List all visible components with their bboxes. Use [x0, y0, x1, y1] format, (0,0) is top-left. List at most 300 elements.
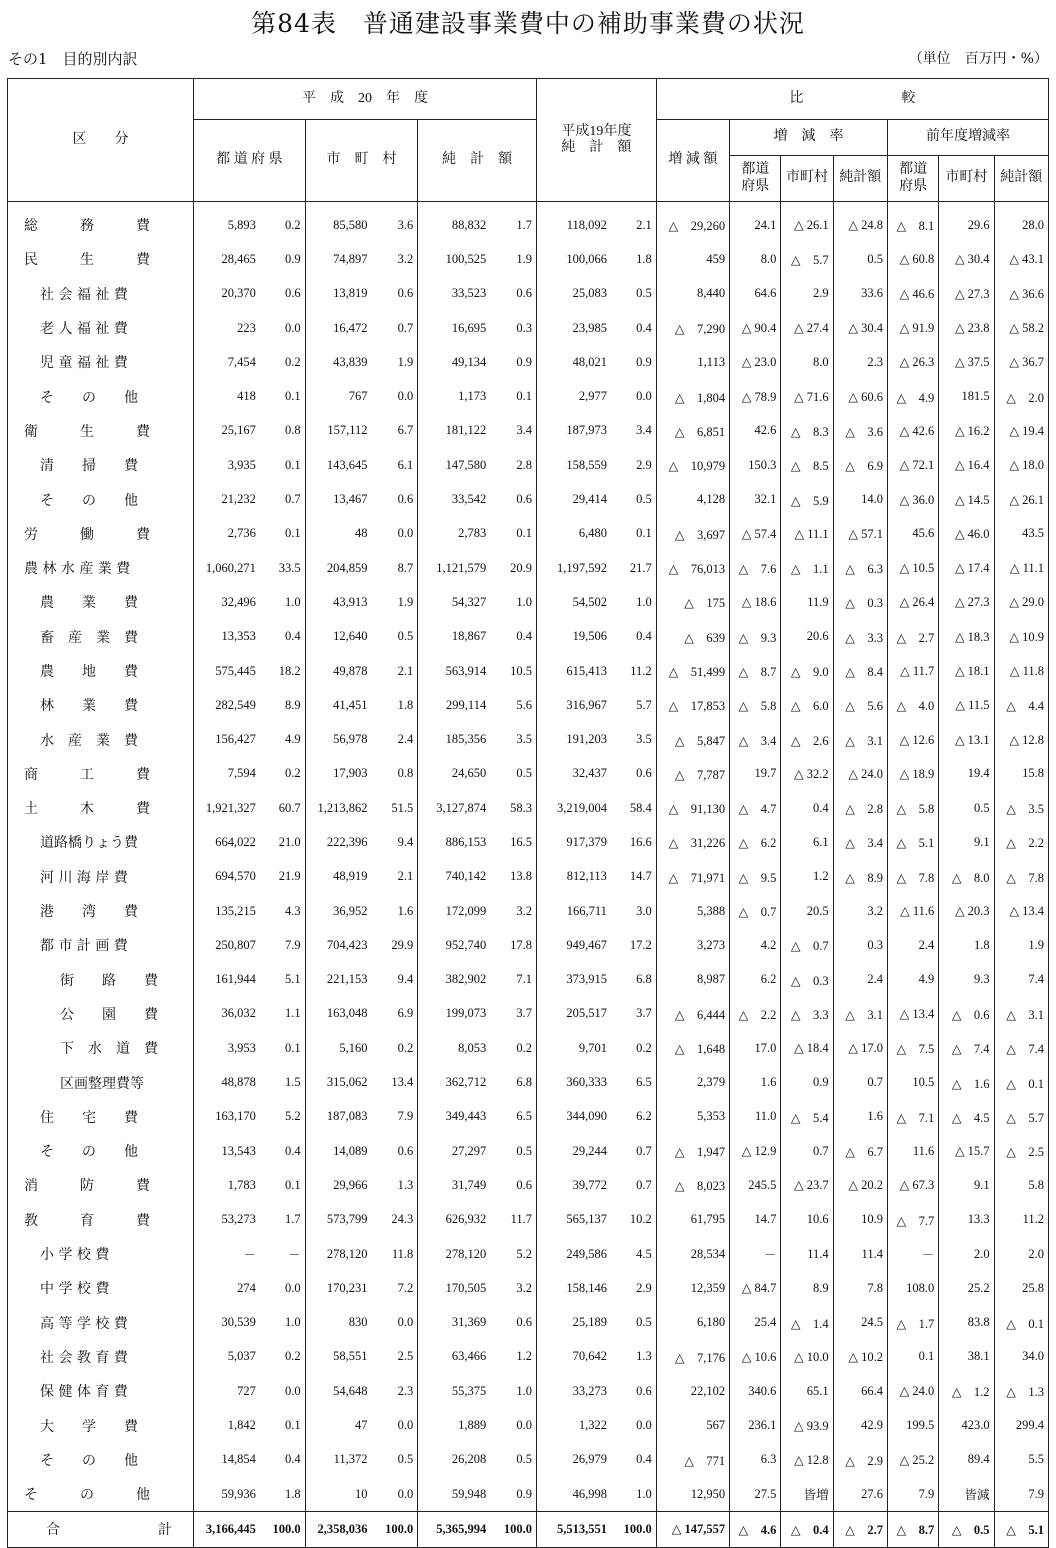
- header-muni: 市 町 村: [305, 120, 418, 202]
- cell-2: 143,645: [326, 457, 368, 472]
- cell-8: 61,795: [656, 1203, 729, 1237]
- cell-8: △ 31,226: [656, 825, 729, 859]
- cell-7: 100.0: [611, 1512, 656, 1547]
- cell-9: △ 3.4: [730, 722, 781, 756]
- cell-11: △ 3.1: [833, 997, 887, 1031]
- cell-4: 952,740: [445, 937, 487, 952]
- cell-10: 2.9: [781, 277, 833, 311]
- cell-2: 58,551: [333, 1349, 368, 1364]
- cell-10: 20.6: [781, 620, 833, 654]
- cell-5: 13.8: [490, 860, 536, 894]
- cell-7: 0.4: [611, 311, 656, 345]
- cell-3: 100.0: [372, 1512, 418, 1547]
- cell-12: △ 7.7: [887, 1203, 938, 1237]
- table-row: [8, 1100, 1049, 1134]
- cell-12: 7.9: [887, 1477, 938, 1512]
- cell-13: 13.3: [939, 1203, 994, 1237]
- cell-2: 74,897: [333, 251, 368, 266]
- cell-12: △ 5.1: [887, 825, 938, 859]
- cell-2: 10: [355, 1486, 368, 1501]
- cell-9: 4.2: [730, 928, 781, 962]
- cell-13: △ 18.3: [939, 620, 994, 654]
- cell-11: 2.4: [833, 963, 887, 997]
- cell-4: 49,134: [451, 354, 487, 369]
- cell-6: 316,967: [566, 697, 607, 712]
- cell-10: △ 93.9: [781, 1408, 833, 1442]
- cell-7: 0.9: [611, 345, 656, 379]
- cell-1: 60.7: [260, 791, 305, 825]
- cell-1: 0.0: [260, 311, 305, 345]
- cell-13: 2.0: [939, 1237, 994, 1271]
- cell-11: △ 6.7: [833, 1134, 887, 1168]
- cell-5: 1.9: [490, 242, 536, 276]
- table-row: [8, 1340, 1049, 1374]
- cell-3: 0.2: [372, 1031, 418, 1065]
- cell-6: 9,701: [578, 1040, 607, 1055]
- cell-12: 199.5: [887, 1408, 938, 1442]
- cell-1: 0.4: [260, 1134, 305, 1168]
- cell-2: 204,859: [326, 560, 368, 575]
- cell-5: 3.5: [490, 722, 536, 756]
- cell-4: 59,948: [451, 1486, 487, 1501]
- cell-12: 10.5: [887, 1065, 938, 1099]
- header-pref: 都 道 府 県: [194, 120, 306, 202]
- cell-7: 0.6: [611, 757, 656, 791]
- cell-0: 156,427: [215, 732, 256, 747]
- cell-4: 147,580: [445, 457, 487, 472]
- cell-2: 36,952: [333, 903, 368, 918]
- cell-4: 27,297: [451, 1143, 487, 1158]
- cell-2: 41,451: [333, 697, 368, 712]
- cell-0: 53,273: [221, 1212, 256, 1227]
- cell-12: △ 7.5: [887, 1031, 938, 1065]
- cell-8: △ 6,444: [656, 997, 729, 1031]
- cell-8: 3,273: [656, 928, 729, 962]
- cell-11: △ 3.6: [833, 414, 887, 448]
- table-row: [8, 791, 1049, 825]
- cell-1: 21.0: [260, 825, 305, 859]
- cell-9: 17.0: [730, 1031, 781, 1065]
- cell-14: △ 19.4: [1009, 423, 1044, 438]
- row-label: そ の 他: [8, 1134, 194, 1168]
- row-label: 教 育 費: [8, 1203, 194, 1237]
- cell-0: 48,878: [221, 1075, 256, 1090]
- cell-3: 2.3: [372, 1374, 418, 1408]
- cell-7: 0.4: [611, 1443, 656, 1477]
- cell-14: 7.4: [1028, 972, 1044, 987]
- cell-11: 0.5: [833, 242, 887, 276]
- table-row: [8, 894, 1049, 928]
- cell-13: △ 18.1: [939, 654, 994, 688]
- cell-0: －: [243, 1248, 256, 1263]
- cell-12: △ 25.2: [887, 1443, 938, 1477]
- cell-2: 573,799: [326, 1212, 368, 1227]
- table-row: [8, 345, 1049, 379]
- cell-6: 1,322: [578, 1418, 607, 1433]
- cell-0: 1,921,327: [205, 800, 256, 815]
- table-row: [8, 1306, 1049, 1340]
- cell-7: 0.5: [611, 1306, 656, 1340]
- cell-12: △ 2.7: [887, 620, 938, 654]
- table-row: [8, 311, 1049, 345]
- cell-0: 14,854: [221, 1452, 256, 1467]
- row-label: 社 会 教 育 費: [8, 1340, 194, 1374]
- row-label: 労 働 費: [8, 517, 194, 551]
- cell-9: 25.4: [730, 1306, 781, 1340]
- cell-4: 33,523: [451, 286, 487, 301]
- cell-1: 1.7: [260, 1203, 305, 1237]
- cell-8: 12,950: [656, 1477, 729, 1512]
- table-row: [8, 414, 1049, 448]
- cell-9: △ 10.6: [730, 1340, 781, 1374]
- cell-10: △ 2.6: [781, 722, 833, 756]
- cell-6: 25,083: [572, 286, 607, 301]
- cell-10: 1.2: [781, 860, 833, 894]
- cell-10: △ 27.4: [781, 311, 833, 345]
- cell-4: 1,889: [458, 1418, 487, 1433]
- cell-10: △ 12.8: [781, 1443, 833, 1477]
- cell-9: 236.1: [730, 1408, 781, 1442]
- cell-12: △ 4.0: [887, 688, 938, 722]
- cell-10: △ 0.7: [781, 928, 833, 962]
- cell-11: △ 24.0: [833, 757, 887, 791]
- row-label: 河 川 海 岸 費: [8, 860, 194, 894]
- cell-11: △ 2.9: [833, 1443, 887, 1477]
- cell-14: △ 4.4: [1006, 699, 1044, 714]
- cell-2: 43,913: [333, 594, 368, 609]
- cell-8: 8,987: [656, 963, 729, 997]
- cell-5: 1.0: [490, 585, 536, 619]
- table-row: [8, 242, 1049, 276]
- row-label: 商 工 費: [8, 757, 194, 791]
- cell-11: △ 60.6: [833, 379, 887, 413]
- cell-9: △ 4.6: [730, 1512, 781, 1547]
- row-label: 農 林 水 産 業 費: [8, 551, 194, 585]
- cell-5: 58.3: [490, 791, 536, 825]
- table-row: [8, 448, 1049, 482]
- cell-8: △ 7,290: [656, 311, 729, 345]
- cell-13: △ 23.8: [939, 311, 994, 345]
- cell-12: △ 42.6: [887, 414, 938, 448]
- cell-7: 2.1: [611, 202, 656, 243]
- cell-4: 26,208: [451, 1452, 487, 1467]
- cell-5: 2.8: [490, 448, 536, 482]
- row-label: そ の 他: [8, 1443, 194, 1477]
- cell-10: △ 8.5: [781, 448, 833, 482]
- cell-3: 1.3: [372, 1168, 418, 1202]
- cell-2: 29,966: [333, 1177, 368, 1192]
- cell-10: △ 26.1: [781, 202, 833, 243]
- cell-14: 28.0: [1022, 217, 1044, 232]
- cell-9: 24.1: [730, 202, 781, 243]
- cell-10: 11.9: [781, 585, 833, 619]
- cell-3: 9.4: [372, 825, 418, 859]
- cell-6: 191,203: [566, 732, 607, 747]
- cell-6: 19,506: [572, 629, 607, 644]
- cell-9: △ 9.5: [730, 860, 781, 894]
- cell-6: 373,915: [566, 972, 607, 987]
- table-row: [8, 1168, 1049, 1202]
- cell-10: △ 11.1: [781, 517, 833, 551]
- cell-11: 33.6: [833, 277, 887, 311]
- cell-5: 0.6: [490, 482, 536, 516]
- cell-10: 65.1: [781, 1374, 833, 1408]
- cell-5: 100.0: [490, 1512, 536, 1547]
- header-rate-pref: 都道 府県: [730, 156, 781, 202]
- cell-0: 20,370: [221, 286, 256, 301]
- cell-7: 3.5: [611, 722, 656, 756]
- cell-7: 2.9: [611, 1271, 656, 1305]
- cell-13: 9.3: [939, 963, 994, 997]
- row-label: 港 湾 費: [8, 894, 194, 928]
- cell-6: 26,979: [572, 1452, 607, 1467]
- cell-12: △ 36.0: [887, 482, 938, 516]
- cell-3: 29.9: [372, 928, 418, 962]
- table-row: [8, 379, 1049, 413]
- cell-10: 0.9: [781, 1065, 833, 1099]
- cell-0: 1,783: [227, 1177, 256, 1192]
- header-rate-muni: 市町村: [781, 156, 833, 202]
- cell-5: 3.7: [490, 997, 536, 1031]
- row-label: そ の 他: [8, 482, 194, 516]
- cell-10: △ 32.2: [781, 757, 833, 791]
- unit-note: （単位 百万円・%）: [908, 51, 1048, 67]
- cell-8: 12,359: [656, 1271, 729, 1305]
- table-row: [8, 997, 1049, 1031]
- table-row: [8, 1477, 1049, 1512]
- cell-3: 7.2: [372, 1271, 418, 1305]
- cell-5: 3.2: [490, 894, 536, 928]
- cell-0: 5,893: [227, 217, 256, 232]
- cell-5: 16.5: [490, 825, 536, 859]
- cell-2: 13,467: [333, 492, 368, 507]
- cell-14: △ 5.7: [1006, 1110, 1044, 1125]
- cell-9: 245.5: [730, 1168, 781, 1202]
- cell-8: △ 639: [656, 620, 729, 654]
- row-label: 消 防 費: [8, 1168, 194, 1202]
- cell-13: 0.5: [939, 791, 994, 825]
- cell-5: 6.8: [490, 1065, 536, 1099]
- cell-4: 63,466: [451, 1349, 487, 1364]
- cell-10: 0.4: [781, 791, 833, 825]
- cell-4: 5,365,994: [418, 1512, 490, 1547]
- cell-0: 135,215: [215, 903, 256, 918]
- cell-1: 100.0: [260, 1512, 305, 1547]
- cell-7: 3.4: [611, 414, 656, 448]
- cell-0: 3,935: [227, 457, 256, 472]
- cell-4: 185,356: [445, 732, 487, 747]
- cell-4: 563,914: [445, 663, 487, 678]
- cell-12: △ 4.9: [887, 379, 938, 413]
- cell-5: 0.6: [490, 1306, 536, 1340]
- cell-11: 3.2: [833, 894, 887, 928]
- cell-13: 9.1: [939, 825, 994, 859]
- cell-1: 0.2: [260, 345, 305, 379]
- cell-9: △ 9.3: [730, 620, 781, 654]
- cell-1: 1.8: [260, 1477, 305, 1512]
- cell-8: △ 91,130: [656, 791, 729, 825]
- cell-9: △ 5.8: [730, 688, 781, 722]
- cell-1: 8.9: [260, 688, 305, 722]
- cell-8: △ 771: [656, 1443, 729, 1477]
- cell-14: △ 7.4: [1006, 1042, 1044, 1057]
- cell-10: △ 6.0: [781, 688, 833, 722]
- row-label: 都 市 計 画 費: [8, 928, 194, 962]
- cell-4: 278,120: [445, 1246, 487, 1261]
- cell-12: 0.1: [887, 1340, 938, 1374]
- cell-13: △ 13.1: [939, 722, 994, 756]
- table-row: [8, 963, 1049, 997]
- table-row: [8, 860, 1049, 894]
- cell-10: △ 8.3: [781, 414, 833, 448]
- cell-3: 51.5: [372, 791, 418, 825]
- cell-6: 5,513,551: [537, 1512, 611, 1547]
- cell-0: 21,232: [221, 492, 256, 507]
- cell-6: 48,021: [572, 354, 607, 369]
- cell-4: 362,712: [445, 1075, 487, 1090]
- cell-2: 12,640: [333, 629, 368, 644]
- cell-12: △ 8.7: [887, 1512, 938, 1547]
- cell-10: △ 9.0: [781, 654, 833, 688]
- table-row: [8, 654, 1049, 688]
- cell-11: 10.9: [833, 1203, 887, 1237]
- cell-6: 158,559: [566, 457, 607, 472]
- cell-1: 0.8: [260, 414, 305, 448]
- cell-11: 14.0: [833, 482, 887, 516]
- cell-0: 30,539: [221, 1315, 256, 1330]
- cell-13: △ 46.0: [939, 517, 994, 551]
- cell-8: △ 7,787: [656, 757, 729, 791]
- cell-1: 0.2: [260, 757, 305, 791]
- cell-8: 567: [656, 1408, 729, 1442]
- cell-14: 299.4: [1015, 1418, 1044, 1433]
- cell-1: 33.5: [260, 551, 305, 585]
- cell-0: 223: [237, 320, 256, 335]
- cell-3: 8.7: [372, 551, 418, 585]
- cell-0: 7,454: [227, 354, 256, 369]
- cell-4: 55,375: [451, 1383, 487, 1398]
- cell-6: 33,273: [572, 1383, 607, 1398]
- cell-12: △ 26.3: [887, 345, 938, 379]
- cell-10: 8.0: [781, 345, 833, 379]
- cell-14: 7.9: [1028, 1486, 1044, 1501]
- cell-12: △ 72.1: [887, 448, 938, 482]
- cell-6: 565,137: [566, 1212, 607, 1227]
- cell-8: 4,128: [656, 482, 729, 516]
- cell-13: △ 0.6: [939, 997, 994, 1031]
- cell-7: 21.7: [611, 551, 656, 585]
- cell-5: 0.1: [490, 379, 536, 413]
- cell-12: △ 8.1: [887, 202, 938, 243]
- table-row: [8, 928, 1049, 962]
- cell-7: 16.6: [611, 825, 656, 859]
- table-body: [8, 202, 1049, 1548]
- cell-14: △ 3.5: [1006, 802, 1044, 817]
- cell-0: 1,060,271: [205, 560, 256, 575]
- cell-6: 344,090: [566, 1109, 607, 1124]
- cell-5: 0.9: [490, 1477, 536, 1512]
- cell-10: △ 0.4: [781, 1512, 833, 1547]
- cell-7: 6.5: [611, 1065, 656, 1099]
- cell-14: 34.0: [1022, 1349, 1044, 1364]
- cell-11: △ 30.4: [833, 311, 887, 345]
- cell-1: 1.0: [260, 1306, 305, 1340]
- cell-6: 54,502: [572, 594, 607, 609]
- row-label: 林 業 費: [8, 688, 194, 722]
- row-label: 下 水 道 費: [8, 1031, 194, 1065]
- cell-3: 0.8: [372, 757, 418, 791]
- cell-7: 0.7: [611, 1134, 656, 1168]
- cell-5: 0.5: [490, 1443, 536, 1477]
- cell-5: 11.7: [490, 1203, 536, 1237]
- cell-14: △ 1.3: [1006, 1385, 1044, 1400]
- cell-10: 11.4: [781, 1237, 833, 1271]
- cell-9: 340.6: [730, 1374, 781, 1408]
- cell-13: 9.1: [939, 1168, 994, 1202]
- cell-8: △ 51,499: [656, 654, 729, 688]
- cell-2: 704,423: [326, 937, 368, 952]
- cell-3: 2.1: [372, 860, 418, 894]
- cell-2: 221,153: [326, 972, 368, 987]
- cell-3: 3.6: [372, 202, 418, 243]
- cell-6: 23,985: [572, 320, 607, 335]
- cell-0: 28,465: [221, 251, 256, 266]
- cell-7: 1.8: [611, 242, 656, 276]
- row-label: そ の 他: [8, 379, 194, 413]
- table-row: [8, 1271, 1049, 1305]
- cell-1: 0.7: [260, 482, 305, 516]
- row-label: 農 業 費: [8, 585, 194, 619]
- cell-0: 3,166,445: [194, 1512, 260, 1547]
- cell-4: 16,695: [451, 320, 487, 335]
- cell-4: 172,099: [445, 903, 487, 918]
- cell-0: 274: [237, 1280, 256, 1295]
- cell-7: 0.1: [611, 517, 656, 551]
- cell-3: 0.0: [372, 517, 418, 551]
- cell-5: 0.5: [490, 1134, 536, 1168]
- cell-6: 100,066: [566, 251, 607, 266]
- cell-10: 20.5: [781, 894, 833, 928]
- header-h19: 平成19年度 純 計 額: [537, 79, 657, 202]
- cell-13: △ 16.4: [939, 448, 994, 482]
- cell-13: △ 4.5: [939, 1100, 994, 1134]
- cell-9: 1.6: [730, 1065, 781, 1099]
- cell-1: 1.5: [260, 1065, 305, 1099]
- cell-7: 17.2: [611, 928, 656, 962]
- cell-14: △ 3.1: [1006, 1007, 1044, 1022]
- cell-0: 575,445: [215, 663, 256, 678]
- header-prev-net: 純計額: [994, 156, 1048, 202]
- cell-3: 6.9: [372, 997, 418, 1031]
- cell-2: 56,978: [333, 732, 368, 747]
- cell-4: 18,867: [451, 629, 487, 644]
- cell-5: 1.0: [490, 1374, 536, 1408]
- cell-1: 0.1: [260, 448, 305, 482]
- cell-5: 10.5: [490, 654, 536, 688]
- cell-13: △ 0.5: [939, 1512, 994, 1547]
- cell-14: 25.8: [1022, 1280, 1044, 1295]
- cell-3: 6.7: [372, 414, 418, 448]
- cell-14: △ 0.1: [1006, 1076, 1044, 1091]
- header-prev-rate: 前年度増減率: [887, 120, 1048, 156]
- row-label: 清 掃 費: [8, 448, 194, 482]
- cell-3: 3.2: [372, 242, 418, 276]
- cell-5: 0.4: [490, 620, 536, 654]
- cell-0: 664,022: [215, 834, 256, 849]
- cell-3: 6.1: [372, 448, 418, 482]
- cell-13: 25.2: [939, 1271, 994, 1305]
- cell-2: 47: [355, 1418, 368, 1433]
